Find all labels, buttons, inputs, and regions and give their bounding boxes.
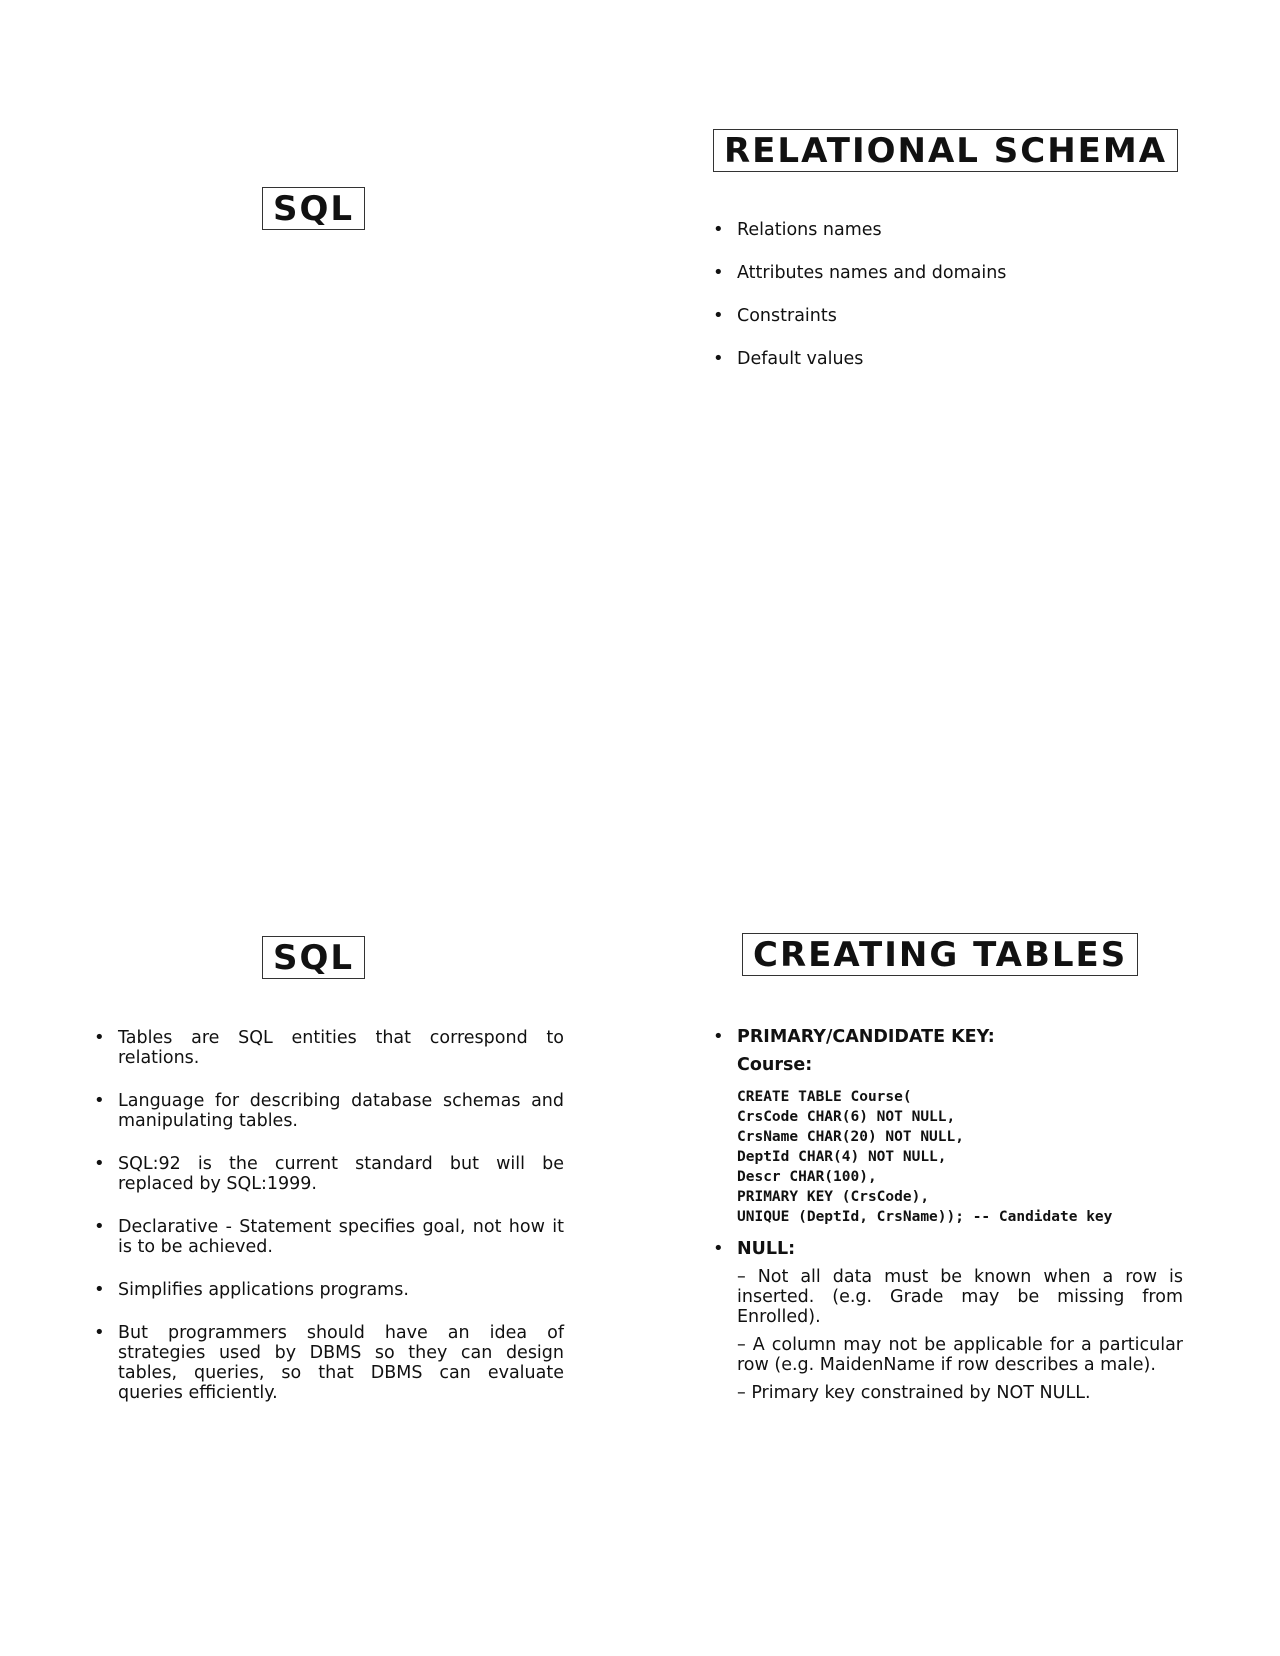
list-item: • Tables are SQL entities that correspond to relations. — [94, 1028, 564, 1068]
creating-tables-list — [713, 1027, 1183, 1403]
slide-title-sql: SQL — [262, 936, 365, 979]
list-item: • SQL:92 is the current standard but will be replaced by SQL:1999. — [94, 1154, 564, 1194]
slide-title-creating-tables: CREATING TABLES — [742, 933, 1138, 976]
code-line: Descr CHAR(100), — [737, 1169, 877, 1185]
code-line: CREATE TABLE Course( — [737, 1089, 912, 1105]
null-heading: • NULL: — [737, 1239, 796, 1259]
code-line: CrsName CHAR(20) NOT NULL, — [737, 1129, 964, 1145]
code-line: PRIMARY KEY (CrsCode), — [737, 1189, 930, 1205]
list-item: • Simplifies applications programs. — [94, 1280, 564, 1300]
sql-overview-list — [94, 1028, 564, 1403]
relational-schema-list — [713, 220, 1233, 369]
list-item: • Declarative - Statement specifies goal, not how it is to be achieved. — [94, 1217, 564, 1257]
slide-title-relational-schema: RELATIONAL SCHEMA — [713, 129, 1178, 172]
code-line: CrsCode CHAR(6) NOT NULL, — [737, 1109, 956, 1125]
list-item: • Language for describing database schemas and manipulating tables. — [94, 1091, 564, 1131]
null-item: – A column may not be applicable for a particular row (e.g. MaidenName if row describes a male). — [737, 1335, 1183, 1375]
null-item: – Not all data must be known when a row is inserted. (e.g. Grade may be missing from Enrolled). — [737, 1267, 1183, 1327]
list-item-null — [713, 1239, 1183, 1403]
list-item: • Constraints — [713, 306, 1233, 326]
list-item: • Relations names — [713, 220, 1233, 240]
code-block — [737, 1087, 1183, 1227]
list-item: • Default values — [713, 349, 1233, 369]
code-line: UNIQUE (DeptId, CrsName)); -- Candidate key — [737, 1209, 1113, 1225]
code-line: DeptId CHAR(4) NOT NULL, — [737, 1149, 947, 1165]
list-item-primary-key — [713, 1027, 1183, 1227]
slide-title-sql: SQL — [262, 187, 365, 230]
null-item: – Primary key constrained by NOT NULL. — [737, 1383, 1091, 1403]
list-item: • But programmers should have an idea of strategies used by DBMS so they can design tables, queries, so that DBMS can evaluate queries efficiently. — [94, 1323, 564, 1403]
key-heading: • PRIMARY/CANDIDATE KEY: — [737, 1027, 995, 1047]
list-item: • Attributes names and domains — [713, 263, 1233, 283]
course-label: Course: — [737, 1055, 813, 1075]
